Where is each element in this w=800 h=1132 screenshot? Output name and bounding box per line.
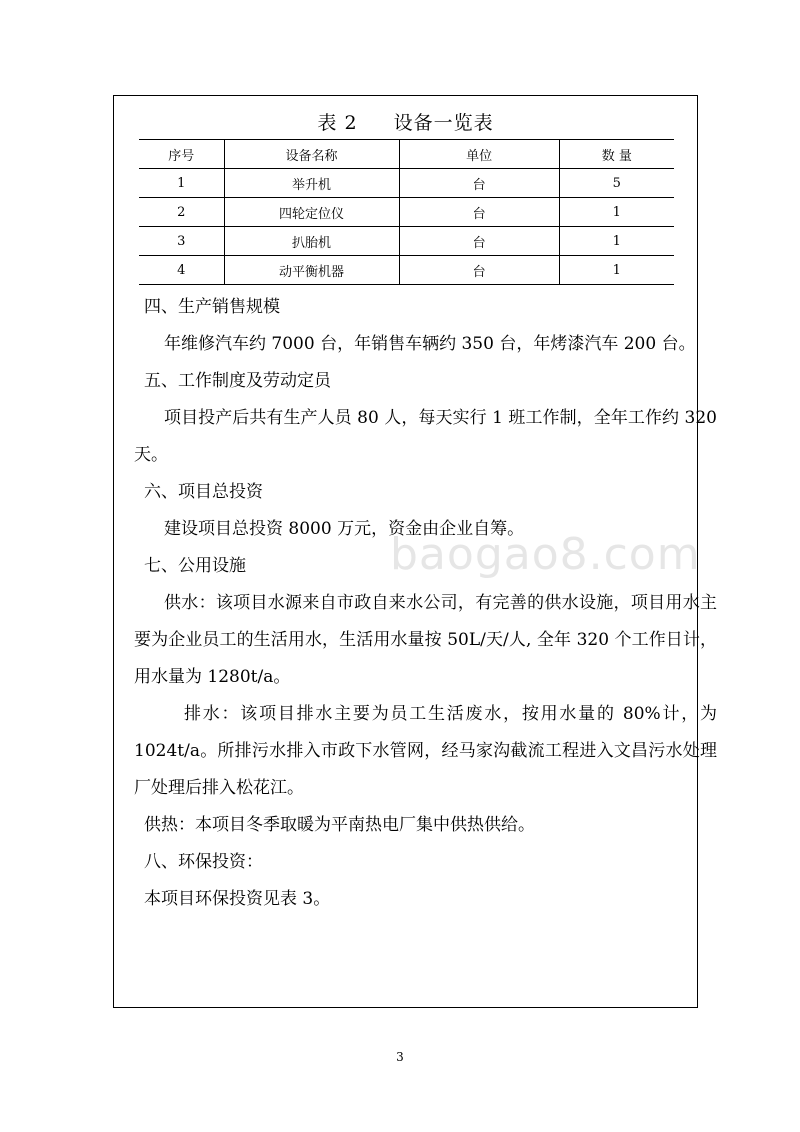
cell-equipment-name: 动平衡机器: [224, 256, 399, 285]
cell-equipment-name: 四轮定位仪: [224, 198, 399, 227]
section-heading-env-investment: 八、环保投资：: [144, 852, 263, 872]
cell-index: 3: [139, 227, 224, 256]
cell-unit: 台: [399, 227, 559, 256]
env-investment-text: 本项目环保投资见表 3。: [144, 889, 331, 909]
section-heading-work-system: 五、工作制度及劳动定员: [144, 371, 331, 391]
page-number: 3: [396, 1050, 404, 1064]
header-index: 序号: [139, 140, 224, 169]
equipment-table: [139, 139, 674, 285]
cell-unit: 台: [399, 198, 559, 227]
production-scale-text: 年维修汽车约 7000 台，年销售车辆约 350 台，年烤漆汽车 200 台。: [164, 334, 696, 354]
heating-text: 供热：本项目冬季取暖为平南热电厂集中供热供给。: [144, 815, 535, 835]
cell-index: 1: [139, 169, 224, 198]
cell-unit: 台: [399, 256, 559, 285]
header-quantity: 数 量: [559, 140, 674, 169]
section-heading-utilities: 七、公用设施: [144, 556, 246, 576]
cell-equipment-name: 扒胎机: [224, 227, 399, 256]
cell-index: 2: [139, 198, 224, 227]
cell-quantity: 1: [559, 227, 674, 256]
cell-quantity: 5: [559, 169, 674, 198]
table-header-row: [139, 140, 674, 169]
drainage-text: 排水：该项目排水主要为员工生活废水，按用水量的 80%计，为 1024t/a。所排污水排入市政下水管网，经马家沟截流工程进入文昌污水处理厂处理后排入松花江。: [134, 704, 717, 798]
section-heading-investment: 六、项目总投资: [144, 482, 263, 502]
header-equipment-name: 设备名称: [224, 140, 399, 169]
cell-index: 4: [139, 256, 224, 285]
watermark: baogao8.com: [390, 529, 701, 580]
cell-equipment-name: 举升机: [224, 169, 399, 198]
table-title-label: 表 2: [317, 112, 358, 134]
header-unit: 单位: [399, 140, 559, 169]
table-title-name: 设备一览表: [393, 112, 494, 134]
water-supply-text: 供水：该项目水源来自市政自来水公司，有完善的供水设施，项目用水主要为企业员工的生活用水，生活用水量按 50L/天/人, 全年 320 个工作日计，用水量为 1280t/a。: [134, 593, 717, 687]
work-system-text: 项目投产后共有生产人员 80 人，每天实行 1 班工作制，全年工作约 320 天。: [134, 408, 717, 465]
table-row: [139, 227, 674, 256]
cell-quantity: 1: [559, 198, 674, 227]
table-row: [139, 256, 674, 285]
investment-text: 建设项目总投资 8000 万元，资金由企业自筹。: [164, 519, 525, 539]
table-title: [114, 108, 697, 135]
cell-quantity: 1: [559, 256, 674, 285]
table-row: [139, 198, 674, 227]
table-row: [139, 169, 674, 198]
cell-unit: 台: [399, 169, 559, 198]
section-heading-production-scale: 四、生产销售规模: [144, 297, 280, 317]
